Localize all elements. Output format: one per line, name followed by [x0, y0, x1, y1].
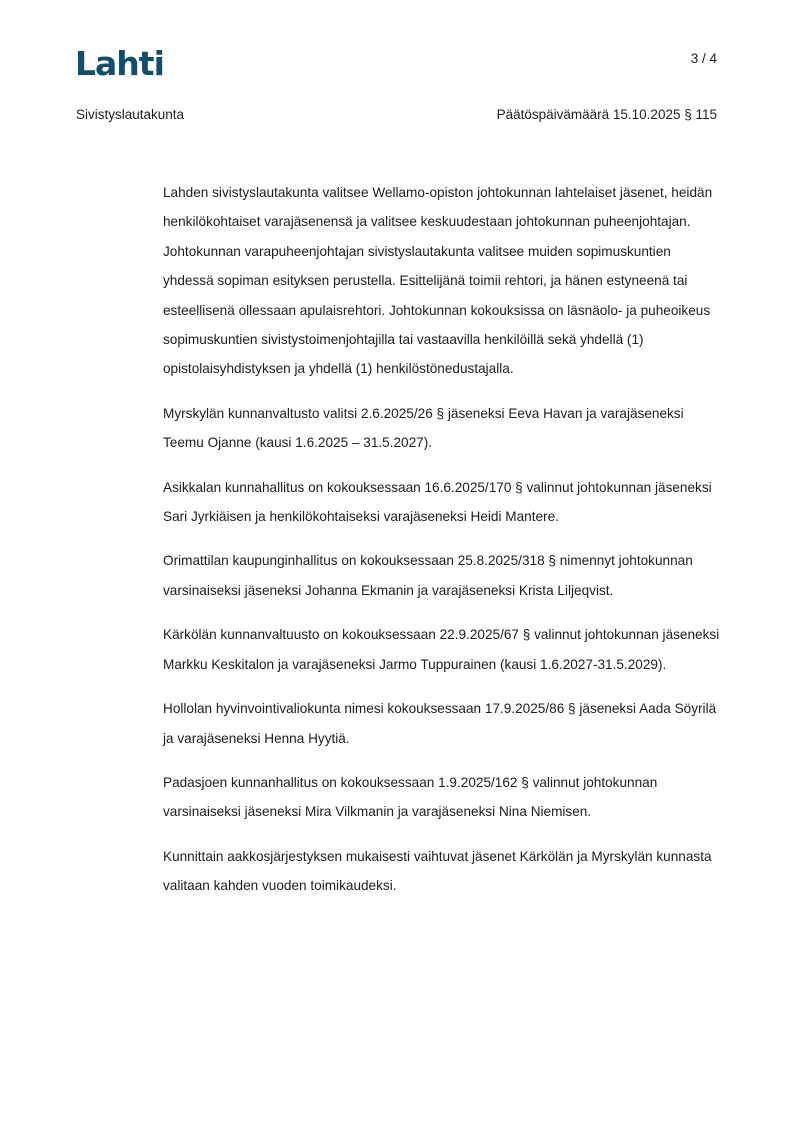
paragraph-padasjoki: Padasjoen kunnanhallitus on kokouksessaan 1.9.2025/162 § valinnut johtokunnan varsinaiseksi jäseneksi Mira Vilkmanin ja varajäseneksi Nina Niemisen. [163, 774, 658, 820]
page-indicator: 3 / 4 [690, 51, 717, 66]
document-body [163, 178, 723, 916]
paragraph-myrskyla: Myrskylän kunnanvaltusto valitsi 2.6.2025/26 § jäseneksi Eeva Havan ja varajäseneksi Teemu Ojanne (kausi 1.6.2025 – 31.5.2027). [163, 405, 684, 451]
paragraph-hollola: Hollolan hyvinvointivaliokunta nimesi kokouksessaan 17.9.2025/86 § jäseneksi Aada Söyrilä ja varajäseneksi Henna Hyytiä. [163, 701, 717, 746]
paragraph-orimattila: Orimattilan kaupunginhallitus on kokouksessaan 25.8.2025/318 § nimennyt johtokunnan varsinaiseksi jäseneksi Johanna Ekmanin ja varajäseneksi Krista Liljeqvist. [163, 553, 693, 598]
organization-name: Sivistyslautakunta [76, 107, 185, 122]
lahti-logo: Lahti [75, 44, 164, 83]
paragraph-karkola: Kärkölän kunnanvaltuusto on kokouksessaan 22.9.2025/67 § valinnut johtokunnan jäseneksi Markku Keskitalon ja varajäseneksi Jarmo Tuppurainen (kausi 1.6.2027-31.5.2029). [163, 627, 720, 672]
decision-date-reference: Päätöspäivämäärä 15.10.2025 § 115 [496, 107, 717, 122]
paragraph-board-composition: Lahden sivistyslautakunta valitsee Wellamo-opiston johtokunnan lahtelaiset jäsenet, heidän henkilökohtaiset varajäsenensä ja valitsee keskuudestaan johtokunnan puheenjohtajan. Johtokunnan varapuheenjohtajan sivistyslautakunta valitsee muiden sopimuskuntien yhdessä sopiman esityksen perustella. Esittelijänä toimii rehtori, ja hänen estyneenä tai esteellisenä ollessaan apulaisrehtori. Johtokunnan kokouksissa on läsnäolo- ja puheoikeus sopimuskuntien sivistystoimenjohtajilla tai vastaavilla henkilöillä sekä yhdellä (1) opistolaisyhdistyksen ja yhdellä (1) henkilöstönedustajalla. [163, 185, 713, 377]
paragraph-asikkala: Asikkalan kunnahallitus on kokouksessaan 16.6.2025/170 § valinnut johtokunnan jäseneksi Sari Jyrkiäisen ja henkilökohtaiseksi varajäseneksi Heidi Mantere. [163, 479, 712, 525]
paragraph-term-rotation: Kunnittain aakkosjärjestyksen mukaisesti vaihtuvat jäsenet Kärkölän ja Myrskylän kunnasta valitaan kahden vuoden toimikaudeksi. [163, 848, 712, 894]
